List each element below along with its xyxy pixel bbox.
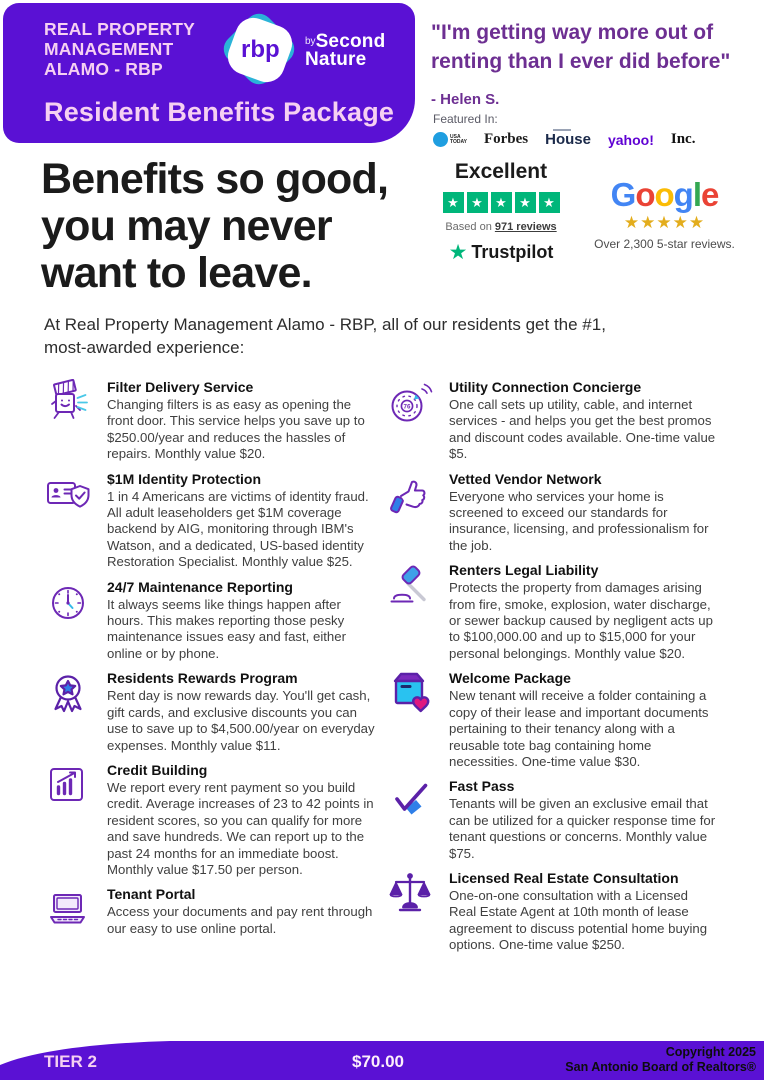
featured-in-label: Featured In: [433,112,498,126]
second-nature-line2: Nature [305,49,367,70]
star-icon: ★ [640,213,657,232]
benefit-title: Tenant Portal [107,886,196,903]
house-logo: House [545,131,591,148]
forbes-logo: Forbes [483,131,529,147]
usa-today-logo [433,132,467,147]
rbp-logo-text: rbp [240,35,280,63]
benefit-description: It always seems like things happen after hours. This makes reporting those pesky maintenance issues easy and fast, either online or by phone. [107,596,346,661]
trustpilot-star-icon: ★ [448,240,468,264]
benefit-title: 24/7 Maintenance Reporting [107,578,293,595]
trustpilot-review-count [436,221,566,233]
intro-line1: At Real Property Management Alamo - RBP, all of our residents get the #1, [44,315,606,334]
benefit-item-vendor-network [386,471,724,555]
yahoo-logo: yahoo! [607,131,654,148]
benefit-text [107,670,386,754]
benefit-title: Welcome Package [449,670,571,687]
rbp-badge-icon [223,13,297,87]
benefit-text [449,670,724,770]
star-icon: ★ [443,192,464,213]
benefit-item-legal-liability [386,562,724,662]
inc-logo: Inc. [670,131,696,147]
intro-paragraph [44,313,606,359]
benefit-title: $1M Identity Protection [107,470,262,487]
header-card [3,3,415,143]
benefit-description: Everyone who services your home is screened to exceed our standards for insurance, licensing, and professionalism for the job. [449,488,709,553]
benefit-title: Filter Delivery Service [107,379,254,395]
benefit-item-real-estate-consultation [386,870,724,954]
google-reviews-caption: Over 2,300 5-star reviews. [594,237,735,251]
benefit-description: Protects the property from damages arising from fire, smoke, explosion, water discharge, or sewer backup caused by negligent acts up to $100,000.00 and up to $15,000 for your personal belongings. Monthly value $20. [449,580,713,661]
benefit-text [107,886,386,937]
filter-delivery-icon [44,379,92,427]
trustpilot-basedon-label: Based on [445,221,492,233]
gavel-icon [386,562,434,610]
company-name-line1: REAL PROPERTY [44,19,196,39]
benefit-text [449,562,724,662]
hero-heading-line3: want to leave. [41,249,312,297]
benefit-description: Tenants will be given an exclusive email that can be utilized for a quicker response time for tenant questions or concerns. Monthly value $75. [449,796,716,861]
quote-line2: renting than I ever did before" [431,50,731,73]
trustpilot-brand-text: Trustpilot [471,242,554,262]
google-letter: g [673,176,693,213]
benefit-description: We report every rent payment so you build credit. Average increases of 23 to 42 points in resident scores, so you can qualify for more and save hundreds. We can report up to the past 24 months for an immediate boost. Monthly value $17.50 per person. [107,779,374,877]
featured-logos-row [433,131,753,148]
benefit-description: 1 in 4 Americans are victims of identity fraud. All adult leaseholders get $1M coverage backend by AIG, monitoring through IBM's Watson, and a dedicated, US-based identity Restoration Specialist. Monthly value $25. [107,488,369,570]
featured-in-section [433,112,753,148]
star-icon: ★ [515,192,536,213]
benefit-text [107,471,386,571]
double-check-icon [386,778,434,826]
benefit-description: Changing filters is as easy as opening the front door. This service helps you save up to $250.00/year and reduces the hassles of repairs. Monthly value $20. [107,397,365,462]
star-icon: ★ [539,192,560,213]
hero-heading [41,156,388,297]
benefit-text [449,778,724,862]
benefit-item-maintenance-reporting [44,579,386,663]
star-icon: ★ [467,192,488,213]
award-ribbon-icon [44,670,92,718]
thermostat-dial-icon [386,379,434,427]
benefit-item-identity-protection [44,471,386,571]
benefit-item-tenant-portal [44,886,386,937]
trustpilot-rating-label: Excellent [454,160,548,183]
benefits-left-column [44,379,386,954]
company-name-line3: ALAMO - RBP [44,59,163,79]
copyright-line2: San Antonio Board of Realtors® [565,1060,756,1074]
hero-heading-line1: Benefits so good, [41,155,389,203]
star-icon: ★ [623,213,641,232]
benefit-text [449,471,724,555]
star-icon: ★ [688,213,706,232]
usa-today-circle-icon [433,132,448,147]
google-stars [582,213,747,233]
benefits-grid [44,379,724,954]
hero-heading-line2: you may never [41,202,332,250]
benefit-title: Utility Connection Concierge [449,379,642,395]
google-logo [582,178,747,212]
quote-attribution: - Helen S. [431,91,500,108]
benefit-text [107,579,386,663]
benefit-title: Renters Legal Liability [449,562,599,579]
google-letter: l [692,176,701,213]
usa-today-line1: USA [450,133,461,140]
benefit-title: Credit Building [107,761,208,778]
benefit-title: Licensed Real Estate Consultation [449,869,679,886]
benefit-text [449,379,724,463]
clock-icon [44,579,92,627]
identity-protection-icon [44,471,92,519]
price-label: $70.00 [352,1052,404,1071]
rbp-badge-white-shape [223,13,297,87]
trustpilot-count-value: 971 reviews [494,221,557,233]
benefit-item-welcome-package [386,670,724,770]
footer-bar [0,1041,764,1080]
laptop-icon [44,886,92,934]
benefit-title: Vetted Vendor Network [449,470,602,487]
benefit-text [449,870,724,954]
benefit-description: One-on-one consultation with a Licensed Real Estate Agent at 10th month of lease agreement to discuss potential home buying options. One-time value $250. [449,887,708,953]
tier-label: TIER 2 [44,1052,97,1071]
rbp-logo-cluster [223,11,403,95]
package-heart-icon [386,670,434,718]
trustpilot-logo [436,242,566,263]
trustpilot-stars [436,192,566,213]
company-name [44,19,195,79]
benefit-item-filter-delivery [44,379,386,463]
google-letter: G [610,176,636,213]
copyright-line1: Copyright 2025 [665,1045,756,1059]
scales-of-justice-icon [386,870,434,918]
dial-temperature-label: 76 [403,403,411,411]
google-letter: o [635,176,655,213]
logo-by-label: by [305,36,316,47]
usa-today-line2: TODAY [450,138,467,145]
star-icon: ★ [672,213,689,232]
star-icon: ★ [656,213,673,232]
trustpilot-rating-block [436,160,566,263]
google-letter: e [701,176,719,213]
benefit-description: Rent day is now rewards day. You'll get cash, gift cards, and exclusive discounts you can use to save up to $4,500.00/year on everyday expenses. Monthly value $11. [107,688,375,753]
benefit-title: Fast Pass [449,778,515,795]
copyright-text [565,1045,756,1075]
company-name-line2: MANAGEMENT [44,39,174,59]
intro-line2: most-awarded experience: [44,338,245,357]
quote-line1: "I'm getting way more out of [431,21,714,44]
benefit-text [107,762,386,878]
benefits-right-column [386,379,724,954]
google-rating-block [582,178,747,251]
google-letter: o [654,176,674,213]
benefit-item-rewards-program [44,670,386,754]
benefit-item-utility-concierge [386,379,724,463]
bar-chart-icon [44,762,92,810]
benefit-description: Access your documents and pay rent through our easy to use online portal. [107,904,373,936]
benefit-title: Residents Rewards Program [107,670,298,687]
star-icon: ★ [491,192,512,213]
usa-today-text [450,135,467,145]
benefit-description: One call sets up utility, cable, and internet services - and helps you get the best promos and discount codes available. One-time value $5. [449,397,716,462]
package-title: Resident Benefits Package [44,97,395,127]
second-nature-wordmark [305,33,385,68]
benefit-item-fast-pass [386,778,724,862]
thumbs-up-icon [386,471,434,519]
benefit-description: New tenant will receive a folder containing a copy of their lease and important documents pertaining to their tenancy along with a reusable tote bag containing home necessities. One-time value $30. [449,688,709,769]
benefit-item-credit-building [44,762,386,878]
benefit-text [107,379,386,463]
second-nature-line1: Second [315,31,386,52]
testimonial-quote [431,18,756,114]
